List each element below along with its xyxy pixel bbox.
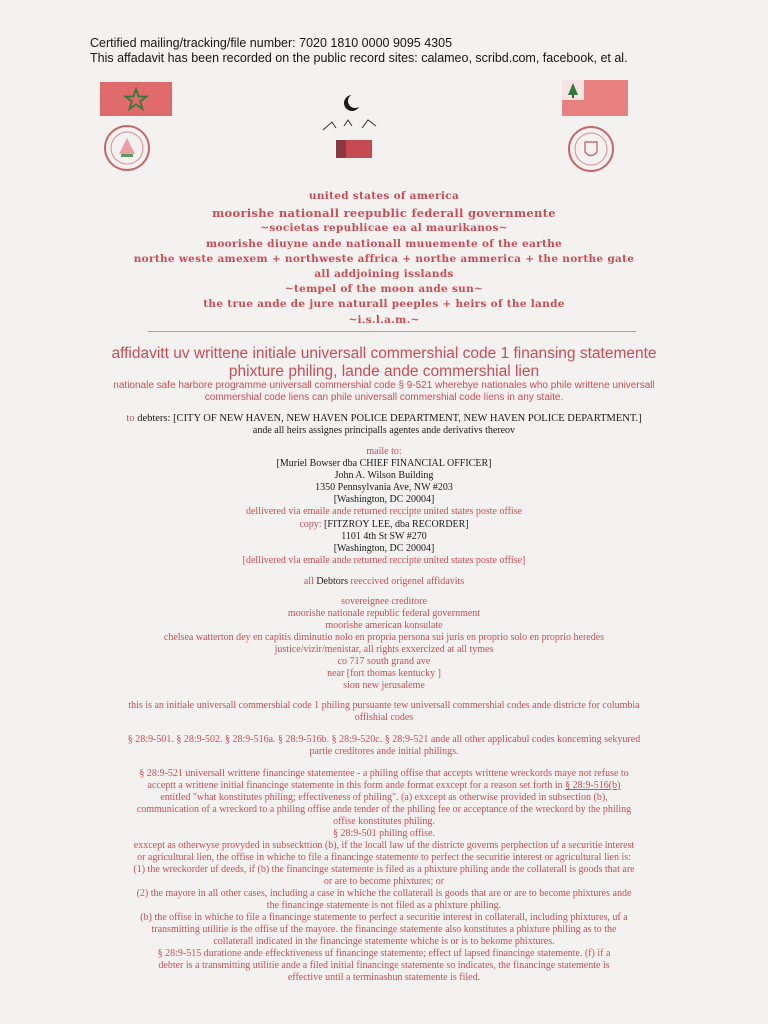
body-p3b-text: acceptt a writtene initial financinge statemente in this form ande format exxcept for a reason set forth in: [147, 780, 563, 791]
header-islands: all addjoining isslands: [314, 268, 454, 280]
body-p6a: (b) the offise in whiche to file a financinge statemente to perfect a securitie interest in collaterall, including phixtures, uf a: [140, 912, 628, 923]
hand-sign-icon: [323, 120, 376, 130]
body-p3e: offise konstitutes philing.: [333, 816, 435, 827]
body-p3b: [0, 780, 768, 791]
copy-street: 1101 4th St SW #270: [341, 531, 427, 542]
body-p3a: § 28:9-521 universall writtene financinge statementee - a philing offise that accepts writtene wreckords maye not refuse to: [139, 768, 629, 779]
public-record-line: This affadavit has been recorded on the public record sites: calameo, scribd.com, facebook, et al.: [90, 51, 628, 65]
creditor-rights: justice/vizir/menistar, all rights exxercized at all tymes: [274, 644, 494, 655]
red-flag-with-tree-icon: [562, 80, 628, 116]
header-peoples: the true ande de jure naturall peeples + heirs of the lande: [203, 298, 565, 310]
body-p3c: entitled "what konstitutes philing; effectiveness of philing". (a) exxcept as otherwise provided in subsection (b),: [160, 792, 608, 803]
header-temple: ~tempel of the moon ande sun~: [284, 283, 484, 295]
copy-city: [Washington, DC 20004]: [333, 543, 435, 554]
received-post: reeccived origenel affidavits: [350, 576, 465, 587]
left-seal-icon: [104, 125, 150, 171]
body-p7c: effective until a terminashun statemente is filed.: [287, 972, 481, 983]
crescent-icon: [344, 94, 362, 111]
debtors-line: [0, 413, 768, 424]
maile-addressee: [Muriel Bowser dba CHIEF FINANCIAL OFFICER]: [276, 458, 492, 469]
body-p5f: the financinge statemente is not filed as a phixture philing.: [266, 900, 502, 911]
body-p6c: collaterall indicated in the financinge statemente whiche is or is to bekome phixtures.: [213, 936, 555, 947]
copy-name: [FITZROY LEE, dba RECORDER]: [324, 519, 469, 530]
copy-delivery: [dellivered via emaile ande returned reccipte united states poste offise]: [242, 555, 526, 566]
debtors-prefix: to: [126, 413, 135, 424]
document-title-line2: phixture philing, lande ande commershial lien: [228, 363, 540, 380]
maile-street: 1350 Pennsylvania Ave, NW #203: [315, 482, 453, 493]
center-emblem: [318, 90, 388, 170]
received-line: [0, 576, 768, 587]
body-p7a: § 28:9-515 duratione ande effecktiveness uf financinge statemente; effect uf lapsed financinge statemente. (f) if a: [157, 948, 611, 959]
debtors-label: debters:: [137, 413, 171, 424]
maile-label: maile to:: [366, 446, 402, 457]
header-societas: ~societas republicae ea al maurikanos~: [260, 222, 508, 234]
body-p5a: exxcept as otherwyse provyded in subseckttion (b), if the locall law uf the districte governs perphection uf a securitie interest: [133, 840, 635, 851]
tracking-number-line: Certified mailing/tracking/file number: 7020 1810 0000 9095 4305: [90, 36, 453, 50]
header-movement: moorishe diuyne ande nationall muuemente of the earthe: [205, 238, 563, 250]
body-p6b: transmitting utilitie is the offise uf the mayore. the financinge statemente also konstitutes a phixture philing as to the: [151, 924, 617, 935]
creditor-near: near [fort thomas kentucky ]: [327, 668, 441, 679]
maile-delivery: dellivered via emaile ande returned reccipte united states poste offise: [245, 506, 523, 517]
creditor-konsulate: moorishe american konsulate: [325, 620, 443, 631]
body-p5b: or agricultural lien, the offise in whiche to file a financinge statemente to perfect the securitie interest or agricultural lien is:: [137, 852, 631, 863]
creditor-name: chelsea watterton dey en capitis diminutio nolo en propria persona sui juris en proprio solo en proprio heredes: [163, 632, 605, 643]
body-p1a: this is an initiale universall commershial code 1 philing pursuante tew universall commershial codes ande districte for columbia: [128, 700, 640, 711]
body-p3d: communication of a wreckord to a philing offise ande tender of the philing fee or acceptance of the wreckord by the philing: [136, 804, 632, 815]
creditor-sion: sion new jerusaleme: [343, 680, 425, 691]
body-p7b: debter is a transmitting utilitie ande a filed initial financinge statemente so indicates, the financinge statemente is: [158, 960, 610, 971]
header-government: moorishe nationall reepublic federall governmente: [212, 206, 556, 220]
copy-addressee: [0, 519, 768, 530]
received-pre: all: [303, 576, 314, 587]
body-p2a: § 28:9-501. § 28:9-502. § 28:9-516a. § 28:9-516b. § 28:9-520c. § 28:9-521 ande all other applicabul codes konceming sekyured: [127, 734, 641, 745]
code-reference-link[interactable]: § 28:9-516(b): [565, 780, 621, 791]
creditor-title: sovereignee creditore: [341, 596, 427, 607]
header-islam: ~i.s.l.a.m.~: [348, 314, 420, 326]
copy-label: copy:: [299, 519, 322, 530]
divider: [148, 331, 636, 332]
body-p1b: offishial codes: [354, 712, 414, 723]
debtors-names: [CITY OF NEW HAVEN, NEW HAVEN POLICE DEPARTMENT, NEW HAVEN POLICE DEPARTMENT.]: [173, 413, 642, 424]
subtitle-line2: commershial code liens can phile universall commershial code liens in any staite.: [204, 392, 564, 403]
creditor-government: moorishe nationale republic federal government: [287, 608, 481, 619]
header-united-states: united states of america: [308, 190, 460, 202]
body-p4: § 28:9-501 philing offise.: [332, 828, 436, 839]
debtors-heirs: ande all heirs assignes principalls agentes ande derivativs thereov: [252, 425, 516, 436]
body-p5c: (1) the wreckorder uf deeds, if (b) the financinge statemente is filed as a phixture philing ande the collaterall is goods that are: [133, 864, 635, 875]
right-seal-icon: [568, 126, 614, 172]
maile-city: [Washington, DC 20004]: [333, 494, 435, 505]
received-word: Debtors: [316, 576, 348, 587]
maile-building: John A. Wilson Building: [334, 470, 434, 481]
red-flag-with-star-icon: [100, 82, 172, 116]
body-p5e: (2) the mayore in all other cases, including a case in whiche the collaterall is goods that are or are to become phixtures ande: [136, 888, 632, 899]
document-title: affidavitt uv writtene initiale universall commershial code 1 finansing statemente: [111, 345, 657, 362]
body-p5d: or are to become phixtures; or: [323, 876, 445, 887]
creditor-address: co 717 south grand ave: [337, 656, 431, 667]
subtitle-line1: nationale safe harbore programme universall commershial code § 9-521 wherebye nationales who phile writtene universall: [113, 380, 655, 391]
body-p2b: partie creditores ande initial philings.: [309, 746, 459, 757]
header-territories: northe weste amexem + northweste affrica + northe ammerica + the northe gate: [133, 253, 635, 265]
